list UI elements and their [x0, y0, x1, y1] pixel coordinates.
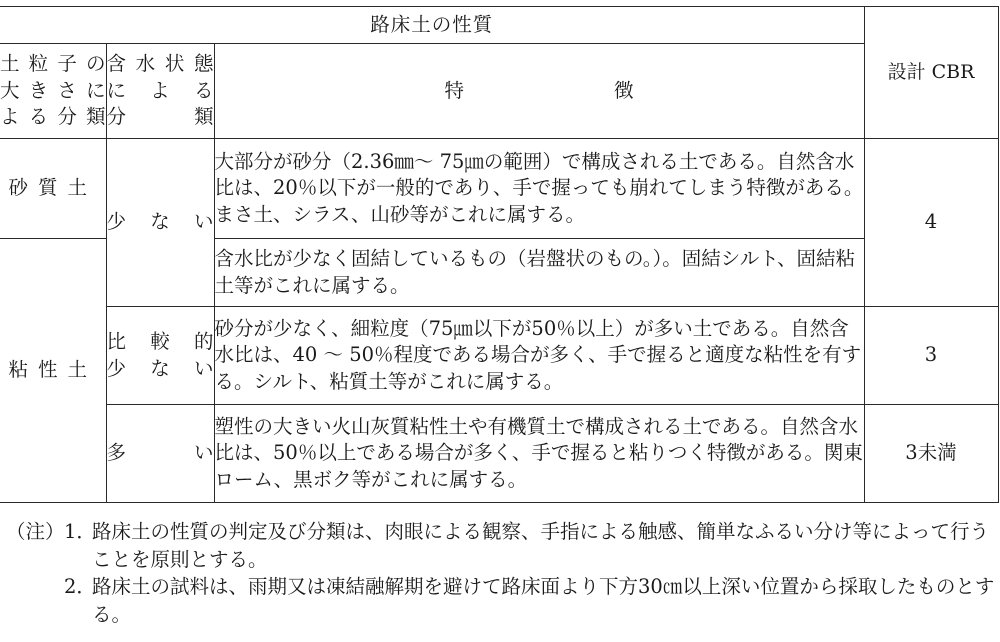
feature-text: 大部分が砂分（2.36㎜～ 75㎛の範囲）で構成される土である。自然含水比は、20％以下が一般的であり、手で握っても崩れてしまう特徴がある。まさ土、シラス、山砂等がこれに属する。: [214, 139, 864, 239]
header-features-char-2: 徴: [614, 78, 634, 102]
note-item: [6, 573, 996, 628]
subgrade-soil-table: [0, 6, 999, 503]
cbr-value: 4: [864, 139, 998, 307]
water-high: [106, 405, 214, 503]
header-water-state-line: 分 類: [106, 105, 214, 129]
feature-text: 塑性の大きい火山灰質粘性土や有機質土で構成される土である。自然含水比は、50％以上である場合が多く、手で握ると粘りつく特徴がある。関東ローム、黒ボク等がこれに属する。: [214, 405, 864, 503]
water-relatively-low-line: 少ない: [106, 356, 214, 380]
feature-text: 含水比が少なく固結しているもの（岩盤状のもの。）。固結シルト、固結粘土等がこれに属する。: [214, 239, 864, 307]
header-particle-size-line: 大きさに: [0, 78, 106, 102]
header-particle-size-line: よる分類: [0, 105, 106, 129]
note-number: 1．: [64, 520, 96, 543]
header-features: [214, 44, 864, 139]
notes-lead: （注）: [6, 520, 65, 543]
note-text: 路床土の性質の判定及び分類は、肉眼による観察、手指による触感、簡単なふるい分け等によって行うことを原則とする。: [92, 520, 990, 571]
header-row-2: [0, 44, 998, 139]
water-relatively-low-line: 比較的: [106, 329, 214, 353]
header-properties: 路床土の性質: [0, 7, 864, 44]
header-design-cbr: 設計 CBR: [864, 7, 998, 139]
notes-section: [6, 518, 996, 629]
header-particle-size: [0, 44, 106, 139]
header-particle-size-line: 土粒子の: [0, 52, 106, 76]
row-clay-high: [0, 405, 998, 503]
note-item: [6, 518, 996, 573]
feature-text: 砂分が少なく、細粒度（75㎛以下が50％以上）が多い土である。自然含水比は、40 ～ 50％程度である場合が多く、手で握ると適度な粘性を有する。シルト、粘質土等がこれに属する。: [214, 307, 864, 405]
header-features-char-1: 特: [444, 78, 464, 102]
header-row-1: [0, 7, 998, 44]
soil-sandy: 砂質土: [0, 139, 106, 239]
header-water-state-line: に よ る: [106, 78, 214, 102]
water-low: [106, 139, 214, 307]
header-water-state: [106, 44, 214, 139]
soil-clayey: 粘性土: [0, 239, 106, 503]
row-sandy: [0, 139, 998, 239]
water-low-label: 少ない: [106, 210, 214, 234]
note-text: 路床土の試料は、雨期又は凍結融解期を避けて路床面より下方30㎝以上深い位置から採取したものとする。: [92, 575, 995, 627]
header-water-state-line: 含水状態: [106, 52, 214, 76]
water-relatively-low: [106, 307, 214, 405]
cbr-value: 3: [864, 307, 998, 405]
note-number: 2．: [64, 575, 96, 599]
row-clay-relatively-low: [0, 307, 998, 405]
water-high-label: 多 い: [106, 441, 214, 465]
cbr-value: 3未満: [864, 405, 998, 503]
